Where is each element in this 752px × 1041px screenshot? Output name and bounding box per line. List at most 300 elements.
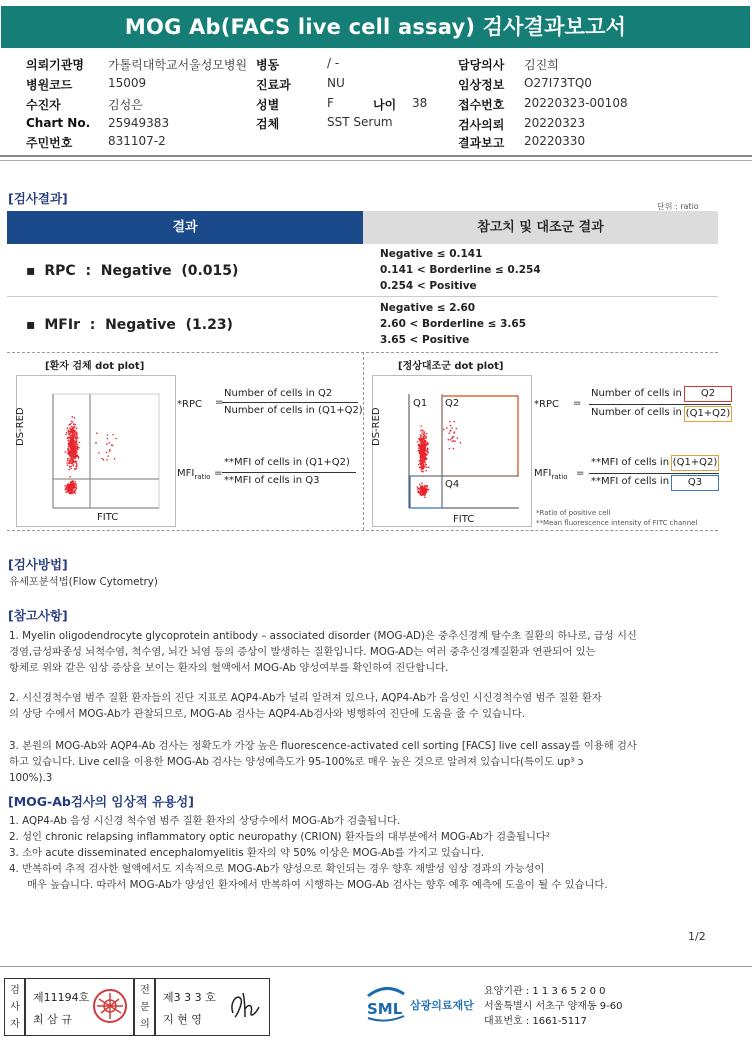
q4-label: Q4 xyxy=(445,479,460,490)
dot-point xyxy=(70,468,72,470)
dot-point xyxy=(417,486,419,488)
dot-point xyxy=(71,421,73,423)
dot-point xyxy=(424,485,426,487)
ctrl-rpc-den-text: Number of cells in xyxy=(591,407,682,418)
note2-line1: 2. 시신경척수염 범주 질환 환자들의 진단 지표로 AQP4-Ab가 널리 알려져 있으나, AQP4-Ab가 음성인 시신경척수염 범주 질환 환자 xyxy=(9,692,602,704)
dot-point xyxy=(71,453,73,455)
dot-point xyxy=(422,450,424,452)
org-code: 요양기관 : 1 1 3 6 5 2 0 0 xyxy=(484,986,606,997)
dot-point xyxy=(67,453,69,455)
dot-point xyxy=(423,438,425,440)
inspector-name: 최 삼 규 xyxy=(33,1013,72,1026)
ctrl-rpc-den-box: (Q1+Q2) xyxy=(684,406,732,422)
q1-label: Q1 xyxy=(413,398,428,409)
dot-point xyxy=(426,467,428,469)
dot-point xyxy=(75,438,77,440)
note3-line3: 100%).3 xyxy=(9,772,53,784)
dot-point xyxy=(66,432,68,434)
dot-point xyxy=(427,448,429,450)
rpc-formula-numerator: Number of cells in Q2 xyxy=(224,388,333,399)
label-doctor: 담당의사 xyxy=(458,58,505,72)
dot-point xyxy=(428,489,430,491)
dot-point xyxy=(69,437,71,439)
mfi-subscript: ratio xyxy=(194,473,211,481)
utility-item-3: 3. 소아 acute disseminated encephalomyelitis 환자의 약 50% 이상은 MOG-Ab를 가지고 있습니다. xyxy=(9,847,484,859)
dot-point xyxy=(72,481,74,483)
dot-point xyxy=(72,451,74,453)
dot-point xyxy=(70,449,72,451)
dot-point xyxy=(73,426,75,428)
dot-point xyxy=(420,436,422,438)
dot-point xyxy=(69,476,71,478)
rpc-ref-negative: Negative ≤ 0.141 xyxy=(380,248,483,260)
mfi-formula-numerator: **MFI of cells in (Q1+Q2) xyxy=(224,457,350,468)
dot-point xyxy=(107,438,109,440)
dot-point xyxy=(76,464,78,466)
red-seal-icon xyxy=(91,987,129,1025)
notes-paragraph-2 xyxy=(9,690,749,722)
dot-point xyxy=(71,486,73,488)
dot-point xyxy=(67,440,69,442)
dot-point xyxy=(71,457,73,459)
utility-item-4-cont: 매우 높습니다. 따라서 MOG-Ab가 양성인 환자에서 반복하여 시행하는 MOG-Ab 검사는 향후 예후 예측에 도움이 될 수 있습니다. xyxy=(27,879,608,891)
dot-point xyxy=(427,485,429,487)
ctrl-mfi-label-text: MFI xyxy=(534,468,552,479)
dot-point xyxy=(425,452,427,454)
dot-point xyxy=(419,467,421,469)
dot-point xyxy=(453,448,455,450)
label-resident-no: 주민번호 xyxy=(26,136,73,150)
dot-point xyxy=(450,425,452,427)
note1-line2: 경염,급성파종성 뇌척수염, 척수염, 뇌간 뇌염 등의 증상이 발생하는 질환입니다. MOG-AD는 여러 중추신경계질환과 연관되어 있는 xyxy=(9,646,596,658)
dot-point xyxy=(68,485,70,487)
dot-point xyxy=(98,452,100,454)
specialist-vertical-label xyxy=(135,982,155,1033)
patient-plot-title: [환자 검체 dot plot] xyxy=(45,361,145,372)
dot-point xyxy=(68,424,70,426)
ctrl-mfi-den-text: **MFI of cells in xyxy=(591,476,670,487)
dot-point xyxy=(72,416,74,418)
specialist-vertical-box xyxy=(134,978,156,1036)
dot-point xyxy=(69,441,71,443)
ctrl-mfi-label xyxy=(534,468,567,481)
page-number: 1/2 xyxy=(688,930,706,943)
y-axis-label: DS-RED xyxy=(371,407,382,446)
dot-point xyxy=(422,456,424,458)
note3-line2: 하고 있습니다. Live cell을 이용한 MOG-Ab 검사는 양성예측도가 95-100%로 매우 높은 것으로 알려져 있습니다(특이도 up³ ɔ xyxy=(9,756,584,768)
char: 문 xyxy=(140,1002,150,1013)
dot-point xyxy=(454,421,456,423)
dot-point xyxy=(417,488,419,490)
dot-point xyxy=(74,442,76,444)
dot-point xyxy=(71,463,73,465)
value-patient: 김성은 xyxy=(108,98,143,112)
dot-point xyxy=(424,461,426,463)
dot-point xyxy=(73,462,75,464)
notes-paragraph-3 xyxy=(9,738,749,786)
dot-point xyxy=(418,445,420,447)
dot-point xyxy=(425,493,427,495)
value-resident-no: 831107-2 xyxy=(108,134,166,148)
dot-point xyxy=(418,443,420,445)
dot-point xyxy=(451,437,453,439)
mfi-label-text: MFI xyxy=(177,468,195,479)
row-divider xyxy=(7,296,718,297)
signature-icon xyxy=(227,989,263,1021)
dot-point xyxy=(106,452,108,454)
dot-point xyxy=(69,466,71,468)
dot-point xyxy=(424,490,426,492)
dot-point xyxy=(420,449,422,451)
unit-label: 단위 : ratio xyxy=(657,202,699,211)
label-report-date: 결과보고 xyxy=(458,136,505,150)
footnote-rpc: *Ratio of positive cell xyxy=(536,509,611,517)
label-specimen: 검체 xyxy=(256,117,280,131)
dot-point xyxy=(423,431,425,433)
dot-point xyxy=(73,465,75,467)
dot-point xyxy=(426,450,428,452)
dot-point xyxy=(76,440,78,442)
label-department: 진료과 xyxy=(256,78,291,92)
notes-paragraph-1 xyxy=(9,628,749,676)
value-department: NU xyxy=(327,76,345,90)
dot-point xyxy=(449,421,451,423)
dot-point xyxy=(71,442,73,444)
dot-point xyxy=(65,488,67,490)
dot-point xyxy=(422,448,424,450)
dot-point xyxy=(72,453,74,455)
dot-point xyxy=(71,491,73,493)
dot-point xyxy=(449,448,451,450)
dot-point xyxy=(74,417,76,419)
dot-point xyxy=(423,465,425,467)
char: 검 xyxy=(10,985,20,996)
rpc-formula-eq: = xyxy=(215,397,224,408)
mfi-formula-label xyxy=(177,468,210,481)
label-hospital-code: 병원코드 xyxy=(26,78,73,92)
dot-point xyxy=(69,442,71,444)
rpc-formula-label: *RPC xyxy=(177,399,202,410)
inspector-vertical-label xyxy=(5,982,25,1033)
dot-point xyxy=(70,482,72,484)
dot-point xyxy=(74,491,76,493)
utility-item-2: 2. 성인 chronic relapsing inflammatory optic neuropathy (CRION) 환자들의 대부분에서 MOG-Ab가 검출됩니다² xyxy=(9,831,550,843)
footer-divider xyxy=(0,966,752,967)
dot-point xyxy=(68,469,70,471)
dot-point xyxy=(71,426,73,428)
utility-item-4: 4. 반복하여 추적 검사한 혈액에서도 지속적으로 MOG-Ab가 양성으로 확인되는 경우 향후 재발성 임상 경과의 가능성이 xyxy=(9,863,545,875)
dot-point xyxy=(73,484,75,486)
inspector-license: 제11194호 xyxy=(33,991,90,1004)
dot-point xyxy=(421,451,423,453)
dot-point xyxy=(69,453,71,455)
dot-point xyxy=(422,493,424,495)
dot-point xyxy=(76,488,78,490)
dot-point xyxy=(76,433,78,435)
dot-point xyxy=(75,436,77,438)
header-divider xyxy=(0,155,752,157)
dot-point xyxy=(74,489,76,491)
utility-item-1: 1. AQP4-Ab 음성 시신경 척수염 범주 질환 환자의 상당수에서 MOG-Ab가 검출됩니다. xyxy=(9,815,401,827)
dot-point xyxy=(454,440,456,442)
dot-point xyxy=(425,470,427,472)
dot-point xyxy=(421,466,423,468)
method-text: 유세포분석법(Flow Cytometry) xyxy=(9,576,158,588)
dot-point xyxy=(427,452,429,454)
patient-plot-svg xyxy=(17,376,175,526)
ctrl-mfi-den-box: Q3 xyxy=(671,475,719,491)
dot-point xyxy=(456,428,458,430)
ctrl-rpc-num-box: Q2 xyxy=(684,386,732,402)
dot-point xyxy=(424,487,426,489)
company-phone: 대표번호 : 1661-5117 xyxy=(484,1016,587,1027)
value-specimen: SST Serum xyxy=(327,115,393,129)
q2-label: Q2 xyxy=(445,398,460,409)
ctrl-mfi-eq: = xyxy=(576,468,585,479)
control-plot-title: [정상대조군 dot plot] xyxy=(398,361,504,372)
dot-point xyxy=(74,487,76,489)
dot-point xyxy=(427,443,429,445)
dot-point xyxy=(72,460,74,462)
dot-point xyxy=(101,458,103,460)
dot-point xyxy=(68,458,70,460)
dot-point xyxy=(76,436,78,438)
dot-point xyxy=(420,440,422,442)
mfir-ref-negative: Negative ≤ 2.60 xyxy=(380,302,476,314)
mfir-result: MFIr : Negative (1.23) xyxy=(44,317,233,333)
specialist-license: 제3 3 3 호 xyxy=(163,991,216,1004)
dot-point xyxy=(420,444,422,446)
dot-point xyxy=(70,455,72,457)
sml-logo-icon xyxy=(364,984,408,1024)
rpc-result-row xyxy=(26,263,238,279)
dot-point xyxy=(72,435,74,437)
dot-point xyxy=(424,456,426,458)
label-receipt-no: 접수번호 xyxy=(458,98,505,112)
dot-point xyxy=(76,434,78,436)
label-clinical-info: 임상정보 xyxy=(458,78,505,92)
dot-point xyxy=(67,448,69,450)
dot-point xyxy=(108,442,110,444)
dot-point xyxy=(67,460,69,462)
dot-point xyxy=(418,492,420,494)
dot-point xyxy=(419,438,421,440)
value-receipt-no: 20220323-00108 xyxy=(524,96,628,110)
dot-point xyxy=(421,482,423,484)
dot-point xyxy=(71,484,73,486)
dot-point xyxy=(417,490,419,492)
dot-point xyxy=(106,443,108,445)
rpc-ref-positive: 0.254 < Positive xyxy=(380,280,477,292)
dot-point xyxy=(69,444,71,446)
dot-point xyxy=(423,492,425,494)
dot-point xyxy=(65,434,67,436)
ctrl-mfi-bar xyxy=(589,473,719,474)
dot-point xyxy=(76,486,78,488)
ctrl-rpc-label: *RPC xyxy=(534,399,559,410)
bullet-icon: ▪ xyxy=(26,263,36,279)
dot-point xyxy=(74,445,76,447)
dot-point xyxy=(446,427,448,429)
x-axis-label: FITC xyxy=(97,512,119,523)
dot-point xyxy=(452,441,454,443)
dot-point xyxy=(71,445,73,447)
dot-point xyxy=(419,460,421,462)
label-chart-no: Chart No. xyxy=(26,116,91,130)
company-info xyxy=(484,984,623,1029)
dot-point xyxy=(428,467,430,469)
inspector-vertical-box xyxy=(4,978,26,1036)
mfir-result-row xyxy=(26,317,233,333)
reference-column-header: 참고치 및 대조군 결과 xyxy=(363,211,718,244)
dot-point xyxy=(73,431,75,433)
label-sex: 성별 xyxy=(256,98,280,112)
dot-point xyxy=(420,491,422,493)
dot-point xyxy=(76,455,78,457)
dot-point xyxy=(114,458,116,460)
ctrl-rpc-num-text: Number of cells in xyxy=(591,388,682,399)
specialist-name: 지 현 영 xyxy=(163,1013,202,1026)
dot-point xyxy=(71,440,73,442)
dot-point xyxy=(424,494,426,496)
dot-point xyxy=(68,491,70,493)
ctrl-rpc-bar xyxy=(589,404,731,405)
dot-point xyxy=(421,435,423,437)
dot-point xyxy=(66,427,68,429)
company-address: 서울특별시 서초구 양재동 9-60 xyxy=(484,1001,623,1012)
label-request-date: 검사의뢰 xyxy=(458,118,505,132)
dot-point xyxy=(426,458,428,460)
dot-point xyxy=(73,448,75,450)
mfi-formula-denominator: **MFI of cells in Q3 xyxy=(224,475,320,486)
dot-point xyxy=(72,488,74,490)
dot-point xyxy=(67,465,69,467)
note1-line1: 1. Myelin oligodendrocyte glycoprotein antibody – associated disorder (MOG-AD)은 중추신경계 탈수초 질환의 하나로, 급성 시신 xyxy=(9,630,637,642)
dot-point xyxy=(67,431,69,433)
dot-point xyxy=(450,439,452,441)
rpc-ref-borderline: 0.141 < Borderline ≤ 0.254 xyxy=(380,264,541,276)
dot-point xyxy=(69,450,71,452)
notes-heading: [참고사항] xyxy=(8,608,68,623)
dot-point xyxy=(423,435,425,437)
header-divider-thin xyxy=(0,160,752,161)
dot-point xyxy=(417,450,419,452)
dot-point xyxy=(426,433,428,435)
label-ward: 병동 xyxy=(256,58,280,72)
dot-point xyxy=(421,441,423,443)
dot-point xyxy=(75,481,77,483)
dot-point xyxy=(75,446,77,448)
control-dot-plot xyxy=(372,375,532,527)
dot-point xyxy=(420,487,422,489)
note1-line3: 항체로 위와 같은 임상 증상을 보이는 환자의 혈액에서 MOG-Ab 양성여부를 확인하여 진단합니다. xyxy=(9,662,449,674)
dot-point xyxy=(70,439,72,441)
dot-point xyxy=(111,444,113,446)
dot-point xyxy=(106,459,108,461)
dot-point xyxy=(75,466,77,468)
mfir-ref-borderline: 2.60 < Borderline ≤ 3.65 xyxy=(380,318,527,330)
mfir-reference xyxy=(380,300,526,348)
dot-point xyxy=(96,432,98,434)
dot-point xyxy=(109,450,111,452)
dot-point xyxy=(417,441,419,443)
dot-point xyxy=(68,446,70,448)
dot-point xyxy=(423,455,425,457)
dot-point xyxy=(73,429,75,431)
char: 의 xyxy=(140,1019,150,1030)
dot-point xyxy=(427,442,429,444)
dot-point xyxy=(73,423,75,425)
dot-point xyxy=(419,453,421,455)
inspector-info-box xyxy=(24,978,134,1036)
dot-point xyxy=(449,432,451,434)
dot-point xyxy=(425,464,427,466)
dot-point xyxy=(426,489,428,491)
rpc-result: RPC : Negative (0.015) xyxy=(44,263,239,279)
report-title: MOG Ab(FACS live cell assay) 검사결과보고서 xyxy=(1,6,750,48)
dot-point xyxy=(423,487,425,489)
value-request-date: 20220323 xyxy=(524,116,586,130)
value-chart-no: 25949383 xyxy=(108,116,170,130)
ctrl-mfi-num-text: **MFI of cells in xyxy=(591,457,670,468)
dot-point xyxy=(421,445,423,447)
value-clinical-info: O27I73TQ0 xyxy=(524,76,592,90)
dot-point xyxy=(420,430,422,432)
dot-point xyxy=(424,443,426,445)
dot-point xyxy=(64,485,66,487)
dot-point xyxy=(74,447,76,449)
dot-point xyxy=(424,446,426,448)
dot-point xyxy=(67,438,69,440)
dot-point xyxy=(424,441,426,443)
dot-point xyxy=(454,431,456,433)
dot-point xyxy=(112,434,114,436)
rpc-formula-denominator: Number of cells in (Q1+Q2) xyxy=(224,405,363,416)
value-ward: / - xyxy=(327,56,340,70)
dot-point xyxy=(70,437,72,439)
bullet-icon: ▪ xyxy=(26,317,36,333)
plots-center-divider xyxy=(363,352,364,530)
specialist-info-box xyxy=(154,978,270,1036)
dot-point xyxy=(75,469,77,471)
dot-point xyxy=(67,487,69,489)
dot-point xyxy=(95,442,97,444)
dot-point xyxy=(70,446,72,448)
dot-point xyxy=(107,455,109,457)
dot-point xyxy=(65,491,67,493)
dot-point xyxy=(420,458,422,460)
dot-point xyxy=(76,463,78,465)
dot-point xyxy=(457,437,459,439)
dot-point xyxy=(77,444,79,446)
dot-point xyxy=(103,459,105,461)
char: 자 xyxy=(10,1019,20,1030)
dot-point xyxy=(419,484,421,486)
dot-point xyxy=(422,459,424,461)
mfi-formula-eq: = xyxy=(214,468,223,479)
dot-point xyxy=(75,450,77,452)
dot-point xyxy=(422,471,424,473)
dot-point xyxy=(421,432,423,434)
dot-point xyxy=(69,492,71,494)
result-column-header: 결과 xyxy=(7,211,363,244)
mfir-ref-positive: 3.65 < Positive xyxy=(380,334,470,346)
patient-dots xyxy=(64,416,117,495)
label-institution: 의뢰기관명 xyxy=(26,58,84,72)
footnote-mfi: **Mean fluorescence intensity of FITC channel xyxy=(536,519,698,527)
patient-dot-plot xyxy=(16,375,176,527)
dot-point xyxy=(79,442,81,444)
